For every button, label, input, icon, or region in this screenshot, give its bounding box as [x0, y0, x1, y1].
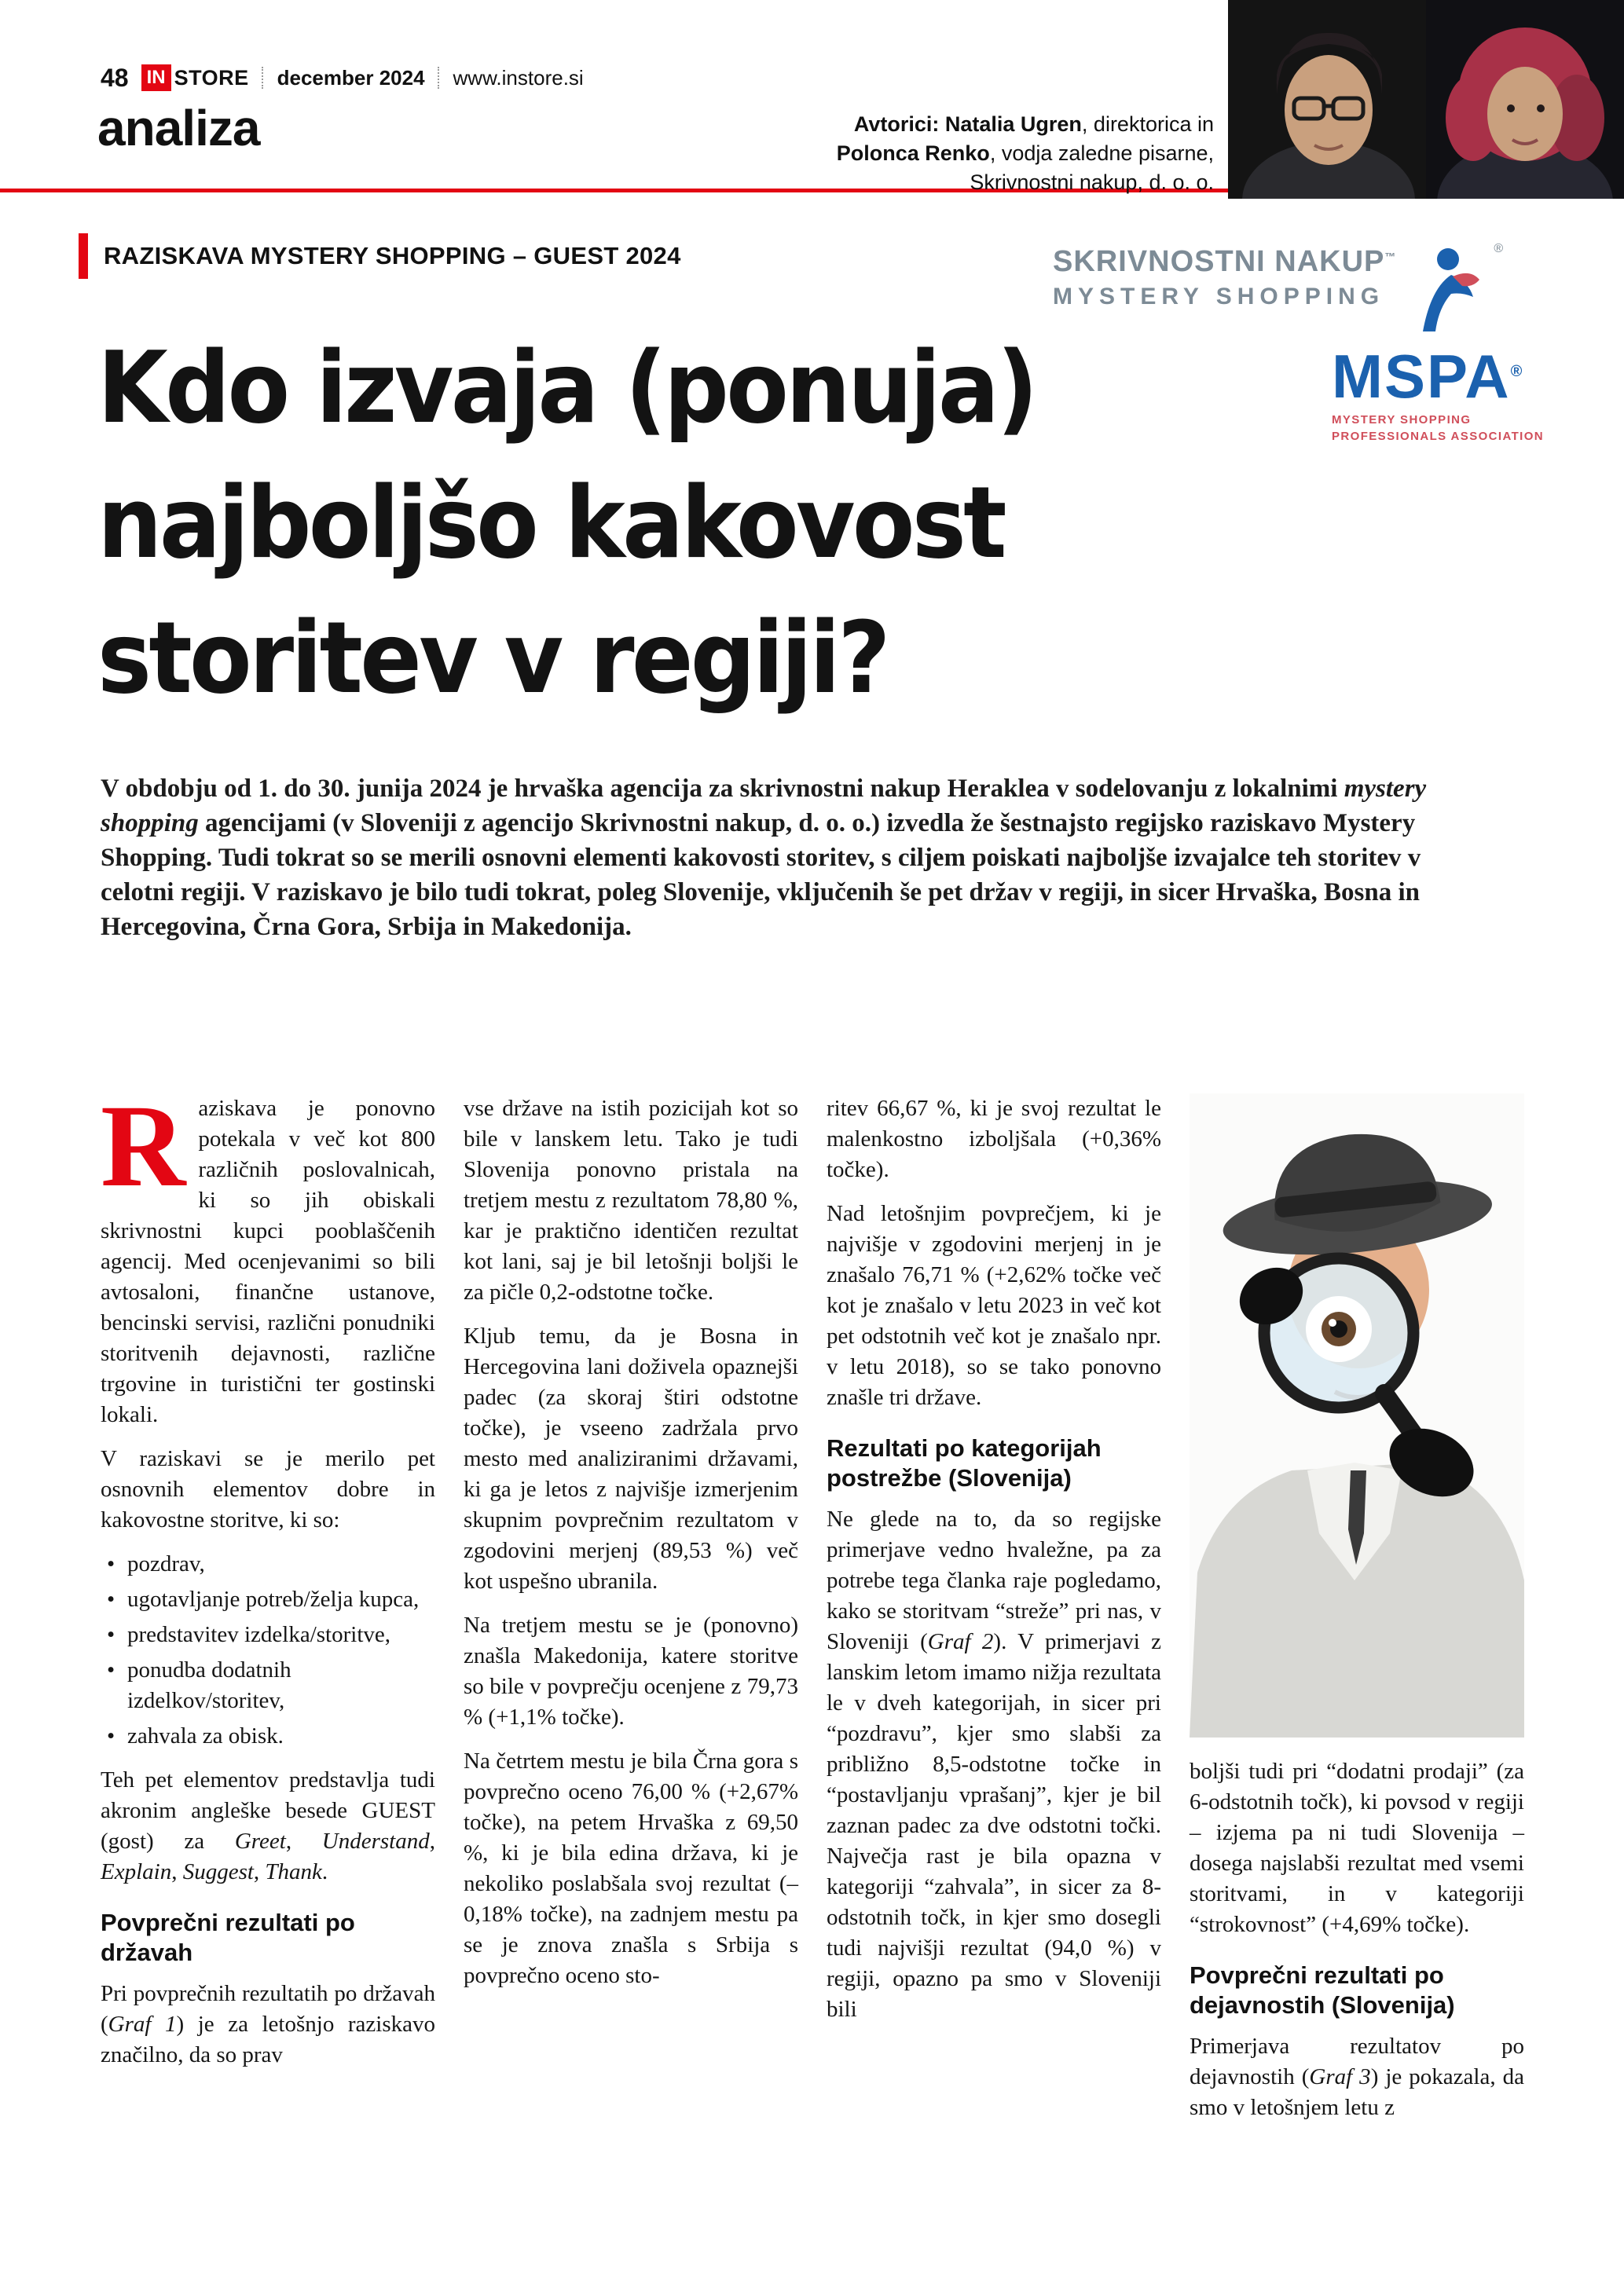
- text-run: ,: [171, 1859, 183, 1884]
- instore-logo-in: IN: [141, 64, 171, 91]
- paragraph: [101, 1979, 435, 2071]
- author-photo-natalia: [1228, 0, 1426, 199]
- text-run: ritev 66,67 %, ki je svoj rezultat le malenkostno izboljšala (+0,36% točke).: [827, 1096, 1161, 1182]
- paragraph: [827, 1199, 1161, 1413]
- mspa-logo: [1332, 342, 1545, 445]
- header-bar: [101, 61, 584, 94]
- instore-logo: [141, 64, 249, 91]
- article-headline: [97, 320, 1117, 726]
- bullet-item: • ugotavljanje potreb/želja kupca,: [101, 1584, 435, 1615]
- text-run: Teh pet elementov predstavlja tudi akronim angleške besede GUEST (gost) za: [101, 1767, 435, 1854]
- article-body: [101, 1081, 1524, 2248]
- text-run: Thank: [265, 1859, 322, 1884]
- article-column-4: [1190, 1093, 1524, 2137]
- instore-logo-store: STORE: [174, 65, 249, 90]
- subheading: Rezultati po kategorijah postrežbe (Slovenija): [827, 1434, 1102, 1492]
- article-column-3: [827, 1093, 1161, 2038]
- authors-line: [837, 139, 1214, 168]
- text-run: Avtorici:: [853, 112, 945, 136]
- paragraph: [464, 1321, 798, 1597]
- issue-date: december 2024: [277, 65, 425, 90]
- sn-logo-line1: SKRIVNOSTNI NAKUP™: [1053, 245, 1397, 278]
- text-run: Primerjava rezultatov po dejavnostih (: [1190, 2034, 1524, 2089]
- kicker: RAZISKAVA MYSTERY SHOPPING – GUEST 2024: [104, 242, 681, 269]
- bullet-item: • pozdrav,: [101, 1549, 435, 1580]
- subheading: Povprečni rezultati po dejavnostih (Slovenija): [1190, 1961, 1455, 2019]
- text-run: boljši tudi pri “dodatni prodaji” (za 6-odstotnih točk), ki povsod v regiji – izjema pa ni tudi Slovenija – dosega najslabši rezultat med vsemi storitvami, in v kategoriji “strokovnost” (+4,69% točke).: [1190, 1759, 1524, 1937]
- text-run: vse države na istih pozicijah kot so bile v lanskem letu. Tako je tudi Slovenija ponovno pristala na tretjem mestu z rezultatom 78,80 %, kar je praktično identičen rezultat kot lani, saj je bil letošnji boljši le za pičle 0,2-odstotne točke.: [464, 1096, 798, 1305]
- mystery-shopper-figure-icon: [1407, 245, 1483, 342]
- text-run: V raziskavi se je merilo pet osnovnih elementov dobre in kakovostne storitve, ki so:: [101, 1446, 435, 1532]
- text-run: Graf 2: [927, 1629, 994, 1654]
- drop-cap: R: [101, 1081, 186, 1211]
- text-run: Explain: [101, 1859, 172, 1884]
- text-run: ) je pokazala, da smo v letošnjem letu z: [1190, 2064, 1524, 2120]
- subheading: Povprečni rezultati po državah: [101, 1909, 355, 1966]
- website-url: www.instore.si: [453, 65, 584, 90]
- text-run: Graf 3: [1309, 2064, 1371, 2089]
- text-run: Kljub temu, da je Bosna in Hercegovina lani doživela opaznejši padec (za skoraj štiri odstotne točke), je vseeno zadržala prvo mesto med analiziranimi državami, ki ga je letos z najvišje izmerjenim skupnim povprečnim rezultatom v zgodovini merjenj (89,53 %) več kot uspešno ubranila.: [464, 1324, 798, 1594]
- paragraph: [827, 1504, 1161, 2025]
- text-run: Polonca Renko: [836, 141, 990, 165]
- text-run: ) je za letošnjo raziskavo značilno, da so prav: [101, 2012, 435, 2067]
- skrivnostni-nakup-logo: [1053, 242, 1504, 342]
- author-photos: [1228, 0, 1624, 199]
- article-column-2: [464, 1093, 798, 2005]
- headline-line: najboljšo kakovost: [97, 465, 1004, 580]
- text-run: .: [321, 1859, 328, 1884]
- headline-line: Kdo izvaja (ponuja): [97, 330, 1036, 445]
- bullet-list: [101, 1549, 435, 1752]
- text-run: V obdobju od 1. do 30. junija 2024 je hrvaška agencija za skrivnostni nakup Heraklea v sodelovanju z lokalnimi: [101, 774, 1344, 803]
- text-run: mystery shopping: [101, 774, 1427, 837]
- text-run: Na četrtem mestu je bila Črna gora s povprečno oceno 76,00 % (+2,67% točke), na petem Hrvaška z 69,50 %, ki je bila edina država, ki je nekoliko poslabšala svoj rezultat (–0,18% točke), na zadnjem mestu pa se je znova znašla s Srbija s povprečno oceno sto-: [464, 1749, 798, 1988]
- text-run: Skrivnostni nakup, d. o. o.: [970, 170, 1214, 194]
- authors-line: [837, 110, 1214, 139]
- text-run: Na tretjem mestu se je (ponovno) znašla Makedonija, katere storitve so bile v povprečju ocenjene z 79,73 % (+1,1% točke).: [464, 1613, 798, 1730]
- divider: [262, 67, 265, 89]
- text-run: ). V primerjavi z lanskim letom imamo nižja rezultata le v dveh kategorijah, in sicer pri “pozdravu”, kjer smo slabši za približno 8,5-odstotne točke in “postavljanju vprašanj”, kjer je bil zaznan padec za dve odstotni točki. Največja rast je bila opazna v kategoriji “zahvala”, in sicer za 8-odstotnih točk, in kjer smo dosegli tudi najvišji rezultat (94,0 %) v regiji, opazno pa smo v Sloveniji bili: [827, 1629, 1161, 2022]
- paragraph: [464, 1746, 798, 1991]
- mspa-logo-name: MSPA®: [1332, 342, 1524, 411]
- bullet-item: • ponudba dodatnih izdelkov/storitev,: [101, 1655, 435, 1716]
- text-run: Pri povprečnih rezultatih po državah (: [101, 1981, 435, 2037]
- text-run: aziskava je ponovno potekala v več kot 800 različnih poslovalnicah, ki so jih obiskali skrivnostni kupci pooblaščenih agencij. Med ocenjevanimi so bili avtosaloni, finančne ustanove, bencinski servisi, različni ponudniki storitvenih dejavnosti, različne trgovine in turistični ter gostinski lokali.: [101, 1096, 435, 1427]
- text-run: Understand: [321, 1829, 430, 1854]
- text-run: Nad letošnjim povprečjem, ki je najvišje v zgodovini merjenj in je znašalo 76,71 % (+2,62% točke več kot je znašalo v letu 2023 in več kot pet odstotnih več kot je znašalo npr. v letu 2018), so se tako ponovno znašle tri države.: [827, 1201, 1161, 1410]
- paragraph: [1190, 1756, 1524, 1940]
- paragraph: [827, 1093, 1161, 1185]
- author-photo-polonca: [1426, 0, 1624, 199]
- paragraph: [464, 1610, 798, 1733]
- section-title: analiza: [97, 100, 260, 156]
- article-column-1: [101, 1081, 435, 2084]
- authors-line: [837, 168, 1214, 197]
- paragraph: [464, 1093, 798, 1308]
- kicker-accent-bar: [79, 233, 88, 279]
- text-run: ,: [429, 1829, 435, 1854]
- authors-credit: [837, 110, 1214, 197]
- bullet-item: • predstavitev izdelka/storitve,: [101, 1620, 435, 1650]
- headline-line: storitev v regiji?: [97, 600, 888, 716]
- bullet-item: • zahvala za obisk.: [101, 1721, 435, 1752]
- paragraph: [1190, 2031, 1524, 2123]
- text-run: , direktorica in: [1081, 112, 1214, 136]
- text-run: , vodja zaledne pisarne,: [989, 141, 1214, 165]
- text-run: Greet: [234, 1829, 286, 1854]
- page-number: 48: [101, 63, 129, 92]
- mspa-logo-subtitle: MYSTERY SHOPPING PROFESSIONALS ASSOCIATION: [1332, 413, 1545, 443]
- divider: [438, 67, 441, 89]
- text-run: Natalia Ugren: [944, 112, 1082, 136]
- text-run: Suggest: [182, 1859, 254, 1884]
- text-run: ,: [285, 1829, 322, 1854]
- detective-photo: [1190, 1093, 1524, 1738]
- text-run: ,: [253, 1859, 266, 1884]
- lead-paragraph: [101, 771, 1436, 944]
- sn-logo-line2: MYSTERY SHOPPING: [1053, 284, 1385, 309]
- paragraph: [101, 1081, 435, 1430]
- text-run: Graf 1: [108, 2012, 177, 2037]
- text-run: Ne glede na to, da so regijske primerjave vedno hvaležne, pa za potrebe tega članka raje pogledamo, kako se storitvam “streže” pri nas, v Sloveniji (: [827, 1507, 1161, 1654]
- text-run: agencijami (v Sloveniji z agencijo Skrivnostni nakup, d. o. o.) izvedla že šestnajsto regijsko raziskavo Mystery Shopping. Tudi tokrat so se merili osnovni elementi kakovosti storitev, s ciljem poiskati najboljše izvajalce teh storitev v celotni regiji. V raziskavo je bilo tudi tokrat, poleg Slovenije, vključenih še pet držav v regiji, in sicer Hrvaška, Bosna in Hercegovina, Črna Gora, Srbija in Makedonija.: [101, 809, 1421, 941]
- registered-mark: ®: [1494, 242, 1504, 255]
- paragraph: [101, 1444, 435, 1536]
- paragraph: [101, 1765, 435, 1888]
